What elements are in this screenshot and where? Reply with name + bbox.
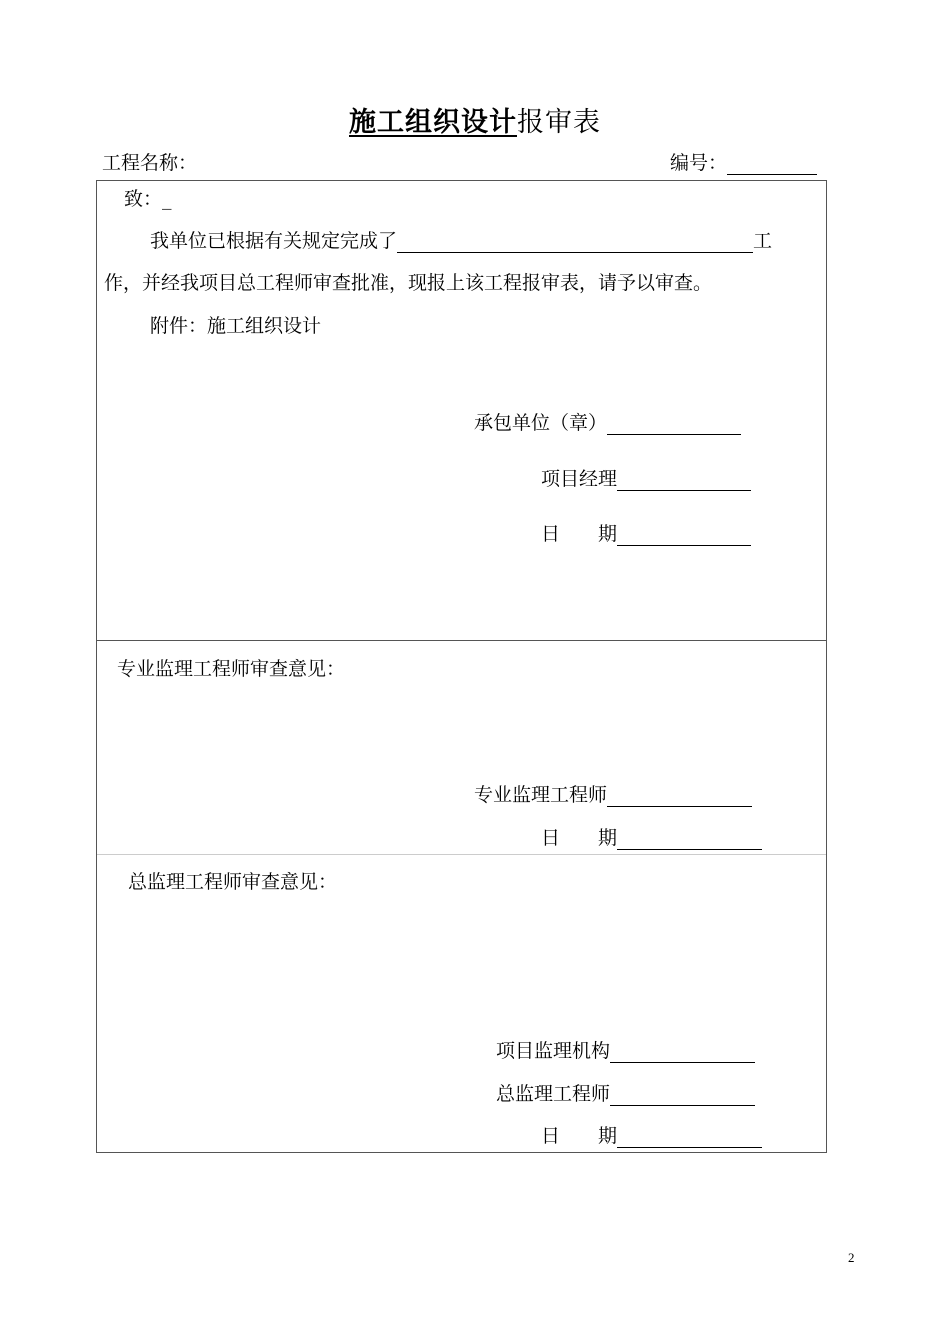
number-label: 编号： [670, 152, 728, 174]
date-signature-1 [541, 519, 751, 546]
date-label: 日 期 [541, 827, 618, 849]
manager-signature [541, 464, 751, 491]
page-title [0, 100, 950, 139]
number-blank[interactable] [727, 154, 817, 175]
org-blank[interactable] [610, 1042, 755, 1063]
chief-blank[interactable] [610, 1085, 755, 1106]
title-underlined: 施工组织设计 [349, 107, 517, 138]
attachment-label: 附件：施工组织设计 [150, 315, 322, 337]
project-name-label: 工程名称： [102, 152, 198, 174]
chief-review-section [96, 854, 827, 1153]
manager-label: 项目经理 [541, 468, 618, 490]
contractor-signature [474, 408, 741, 435]
body-line-2: 作，并经我项目总工程师审查批准，现报上该工程报审表，请予以审查。 [104, 272, 713, 294]
body-line-1: 我单位已根据有关规定完成了 工 [150, 230, 773, 252]
date-label: 日 期 [541, 523, 618, 545]
engineer-review-heading: 专业监理工程师审查意见： [117, 658, 346, 680]
chief-review-heading: 总监理工程师审查意见： [128, 871, 338, 893]
number-field[interactable] [670, 148, 817, 175]
engineer-blank[interactable] [607, 786, 752, 807]
contractor-label: 承包单位（章） [474, 412, 608, 434]
date-blank[interactable] [617, 1127, 762, 1148]
work-blank[interactable] [397, 232, 753, 253]
engineer-label: 专业监理工程师 [474, 784, 608, 806]
chief-label: 总监理工程师 [496, 1083, 611, 1105]
date-signature-2 [541, 823, 762, 850]
date-blank[interactable] [617, 829, 762, 850]
date-label: 日 期 [541, 1125, 618, 1147]
org-label: 项目监理机构 [496, 1040, 611, 1062]
engineer-signature [474, 780, 752, 807]
to-label: 致：_ [124, 188, 172, 210]
manager-blank[interactable] [617, 470, 751, 491]
contractor-blank[interactable] [607, 414, 741, 435]
title-rest: 报审表 [517, 107, 601, 138]
date-signature-3 [541, 1121, 762, 1148]
page-number: 2 [848, 1250, 855, 1265]
org-signature [496, 1036, 755, 1063]
date-blank[interactable] [617, 525, 751, 546]
chief-signature [496, 1079, 755, 1106]
